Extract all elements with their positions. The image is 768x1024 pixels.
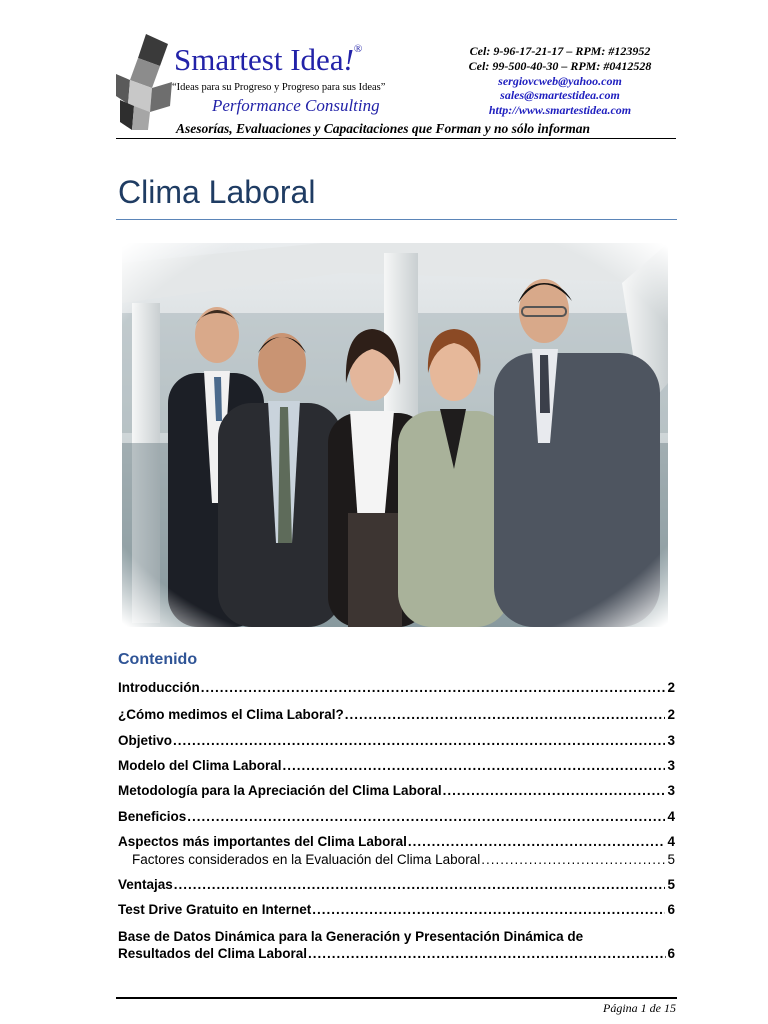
- toc-leader: [283, 758, 666, 774]
- brand-name: Smartest Idea!®: [174, 42, 363, 77]
- toc-leader: [481, 852, 665, 868]
- brand-subtitle: Performance Consulting: [212, 96, 380, 115]
- toc-page-number: 3: [667, 758, 675, 773]
- toc-entry-label: Beneficios: [118, 809, 187, 824]
- footer-divider: [116, 997, 677, 999]
- toc-page-number: 2: [667, 680, 675, 695]
- toc-heading: Contenido: [118, 651, 198, 668]
- toc-leader: [201, 680, 666, 696]
- toc-page-number: 3: [667, 783, 675, 798]
- toc-page-number: 3: [667, 733, 675, 748]
- toc-page-number: 6: [667, 902, 675, 917]
- toc-entry-label: Base de Datos Dinámica para la Generación y Presentación Dinámica de: [118, 929, 584, 944]
- business-team-photo: [122, 243, 668, 627]
- toc-entry[interactable]: [118, 834, 675, 850]
- toc-page-number: 5: [667, 877, 675, 892]
- website-link[interactable]: http://www.smartestidea.com: [488, 103, 632, 118]
- cube-logo-icon: [116, 34, 178, 130]
- toc-entry[interactable]: [118, 809, 675, 825]
- toc-page-number: 6: [667, 946, 675, 961]
- toc-entry-label: Aspectos más importantes del Clima Laboral: [118, 834, 407, 849]
- toc-entry-label: Objetivo: [118, 733, 173, 748]
- toc-entry[interactable]: [118, 733, 675, 749]
- toc-entry-label: Modelo del Clima Laboral: [118, 758, 282, 773]
- toc-leader: [443, 783, 666, 799]
- toc-page-number: 4: [667, 809, 675, 824]
- toc-page-number: 2: [667, 707, 675, 722]
- toc-entry[interactable]: [118, 928, 675, 962]
- toc-subentry[interactable]: [132, 852, 675, 868]
- toc-leader: [345, 707, 666, 723]
- toc-entry-label: Factores considerados en la Evaluación del Clima Laboral: [132, 852, 481, 867]
- toc-entry-label: Introducción: [118, 680, 200, 695]
- toc-entry[interactable]: [118, 877, 675, 893]
- toc-entry[interactable]: [118, 680, 675, 696]
- email-link-1[interactable]: sergiovcweb@yahoo.com: [498, 73, 622, 88]
- toc-entry-label: Test Drive Gratuito en Internet: [118, 902, 312, 917]
- title-divider: [116, 219, 677, 220]
- email-link-2[interactable]: sales@smartestidea.com: [500, 88, 620, 103]
- toc-entry[interactable]: [118, 758, 675, 774]
- toc-leader: [187, 809, 665, 825]
- toc-entry-label: Metodología para la Apreciación del Clima Laboral: [118, 783, 442, 798]
- toc-entry[interactable]: [118, 783, 675, 799]
- header-divider: [116, 138, 676, 139]
- toc-entry[interactable]: [118, 902, 675, 918]
- page-indicator: Página 1 de 15: [603, 1001, 676, 1015]
- contact-block: [440, 44, 680, 118]
- toc-entry-label: Ventajas: [118, 877, 173, 892]
- toc-leader: [174, 877, 666, 893]
- toc-entry-label-continued: Resultados del Clima Laboral: [118, 946, 308, 961]
- toc-leader: [408, 834, 666, 850]
- toc-entry[interactable]: [118, 707, 675, 723]
- document-title: Clima Laboral: [118, 174, 316, 210]
- phone-line-2: Cel: 99-500-40-30 – RPM: #0412528: [468, 58, 652, 73]
- toc-entry-label: ¿Cómo medimos el Clima Laboral?: [118, 707, 344, 722]
- slogan: Asesorías, Evaluaciones y Capacitaciones que Forman y no sólo informan: [176, 121, 591, 136]
- toc-leader: [308, 945, 666, 962]
- toc-leader: [173, 733, 665, 749]
- phone-line-1: Cel: 9-96-17-21-17 – RPM: #123952: [469, 44, 651, 58]
- toc-page-number: 4: [667, 834, 675, 849]
- toc-leader: [312, 902, 665, 918]
- toc-page-number: 5: [667, 852, 675, 867]
- brand-tagline: “Ideas para su Progreso y Progreso para sus Ideas”: [172, 82, 386, 93]
